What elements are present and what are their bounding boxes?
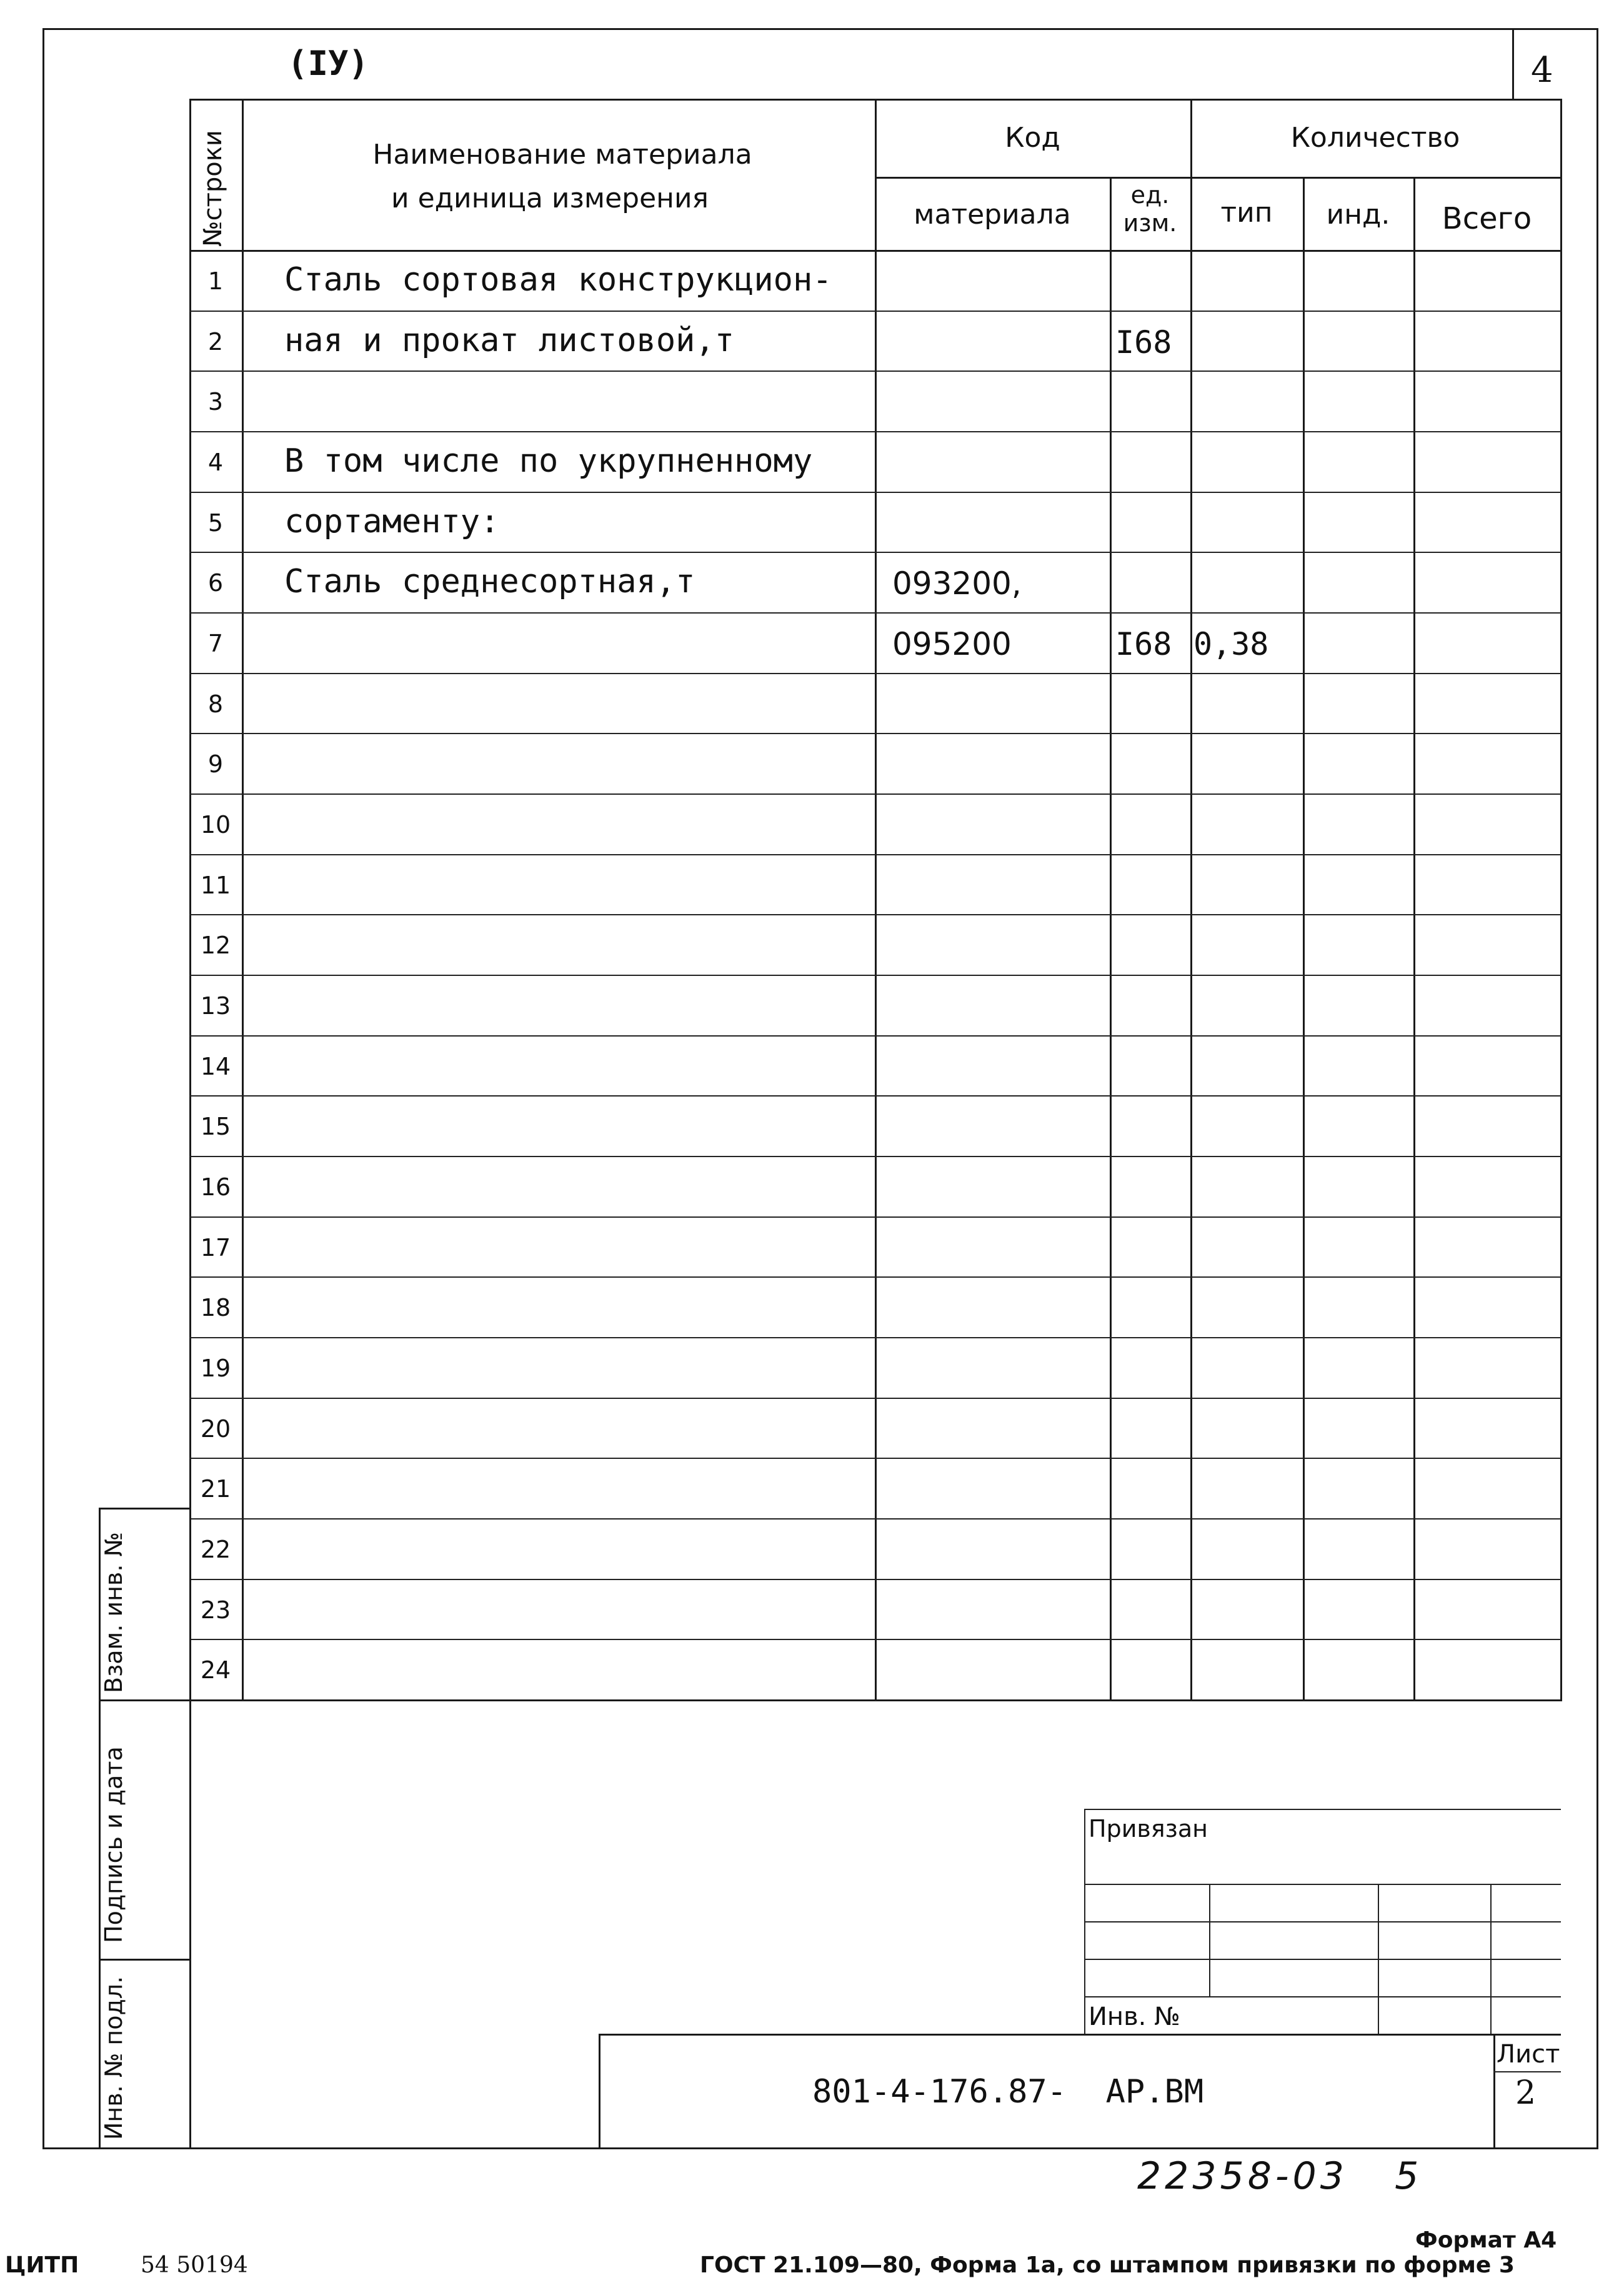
header-code-unit-1: ед. [1130,181,1170,209]
header-sub-line [875,177,1562,179]
row-divider [189,1216,1562,1218]
col-divider-name [875,99,877,1701]
row-divider [189,612,1562,614]
stamp-top [1084,1809,1561,1810]
stamp-inv-no: Инв. № [1088,2002,1180,2031]
row-number: 20 [200,1415,231,1443]
header-row-no: №строки [199,130,227,247]
row-unit: I68 [1115,626,1172,663]
row-divider [189,492,1562,493]
row-number: 9 [207,750,224,778]
row-divider [189,1518,1562,1520]
row-number: 17 [200,1233,231,1261]
header-name-line2: и единица измерения [391,182,709,214]
row-number: 12 [200,932,231,960]
list-label: Лист [1497,2040,1560,2069]
frame-left-line [42,28,44,2149]
row-name: Сталь среднесортная,т [284,563,695,601]
row-divider [189,1639,1562,1640]
row-number: 2 [207,327,224,356]
header-code-material: материала [914,199,1071,231]
row-divider [189,1276,1562,1278]
frame-bottom-line [42,2147,1598,2149]
row-number: 6 [207,569,224,597]
stamp-privyazan: Привязан [1088,1815,1208,1843]
row-divider [189,431,1562,432]
margin-divider-2 [99,1959,191,1961]
margin-outer-line [189,1508,191,2149]
header-bottom-line [189,250,1562,252]
row-number: 13 [200,992,231,1020]
header-name-line1: Наименование материала [372,139,752,171]
frame-top-line [42,28,1598,30]
row-divider [189,1035,1562,1037]
header-code: Код [1005,122,1060,154]
title-block-top [599,2034,1561,2036]
row-number: 10 [200,811,231,839]
format-label: Формат А4 [1415,2227,1557,2253]
stamp-line-1 [1084,1884,1561,1885]
table-right-border [1560,99,1562,1701]
header-qty-ind: инд. [1326,199,1390,231]
title-block-list-line [1493,2071,1561,2072]
row-number: 8 [207,690,224,718]
row-divider [189,311,1562,312]
col-divider-code-unit [1110,177,1112,1701]
margin-inv-podl: Инв. № подл. [100,1976,127,2140]
stamp-col-2 [1378,1884,1379,2035]
row-divider [189,1398,1562,1399]
stamp-col-3 [1490,1884,1492,2035]
row-name: сортаменту: [284,502,500,540]
row-divider [189,673,1562,674]
stamp-line-2 [1084,1921,1561,1922]
row-divider [189,1095,1562,1097]
table-bottom-border [189,1699,1562,1701]
handwritten-code: 22358-03 5 [1137,2154,1423,2198]
col-divider-ind-total [1413,177,1415,1701]
row-name: Сталь сортовая конструкцион- [284,261,832,299]
row-number: 7 [207,630,224,658]
stamp-col-1 [1209,1884,1210,1996]
row-name: В том числе по укрупненному [284,442,813,480]
row-name: ная и прокат листовой,т [284,321,735,359]
margin-divider-1 [99,1699,191,1701]
index-box-left [1512,28,1514,100]
title-block-left [599,2034,600,2149]
row-number: 3 [207,388,224,416]
footer-code: 54 50194 [141,2252,248,2278]
row-number: 24 [200,1656,231,1684]
header-code-unit-2: изм. [1123,209,1177,237]
row-number: 22 [200,1536,231,1564]
row-unit: I68 [1115,324,1172,361]
margin-podpis-data: Подпись и дата [100,1746,127,1943]
row-divider [189,793,1562,795]
row-divider [189,552,1562,553]
footer-gost: ГОСТ 21.109—80, Форма 1а, со штампом привязки по форме 3 [700,2252,1515,2278]
stamp-line-4 [1084,1996,1561,1997]
row-number: 4 [207,449,224,476]
document-designation: 801-4-176.87- АР.ВМ [812,2073,1204,2111]
row-divider [189,371,1562,372]
row-code: 093200, [892,565,1022,602]
row-divider [189,854,1562,855]
row-divider [189,914,1562,915]
row-divider [189,1579,1562,1580]
row-number: 16 [200,1173,231,1201]
row-type: 0,38 [1193,626,1269,663]
col-divider-unit-type [1190,99,1192,1701]
col-divider-rowno [242,99,244,1701]
row-number: 23 [200,1596,231,1624]
section-label: (IУ) [287,44,369,83]
row-divider [189,975,1562,976]
header-qty-total: Всего [1442,201,1532,236]
row-number: 18 [200,1294,231,1322]
row-number: 21 [200,1475,231,1503]
frame-right-line [1597,28,1598,2149]
title-block-list-divider [1493,2034,1495,2149]
row-number: 1 [207,267,224,295]
footer-org: ЦИТП [5,2252,79,2278]
row-divider [189,1337,1562,1338]
row-divider [189,733,1562,734]
header-qty-type: тип [1220,197,1273,229]
row-number: 11 [200,871,231,899]
col-divider-type-ind [1303,177,1305,1701]
row-divider [189,1156,1562,1157]
row-number: 19 [200,1355,231,1383]
row-number: 14 [200,1052,231,1080]
row-number: 5 [207,509,224,537]
header-quantity: Количество [1290,122,1460,154]
row-divider [189,1458,1562,1459]
list-value: 2 [1515,2074,1537,2112]
row-number: 15 [200,1113,231,1141]
margin-top-line [99,1508,191,1510]
row-code: 095200 [892,626,1012,663]
sheet-index: 4 [1531,50,1553,91]
stamp-line-3 [1084,1959,1561,1960]
margin-vzam-inv: Взам. инв. № [100,1531,127,1693]
